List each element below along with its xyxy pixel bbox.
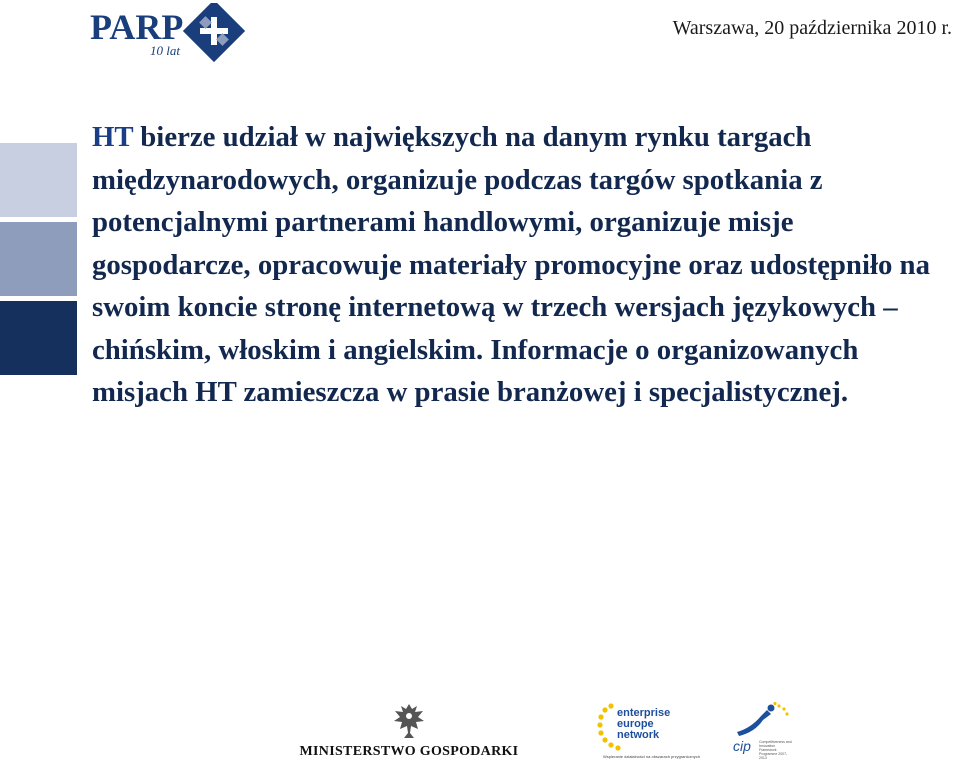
cip-logo bbox=[727, 702, 795, 758]
paragraph-body: bierze udział w największych na danym rynku targach międzynarodowych, organizuje podczas targów spotkania z potencjalnymi partnerami handlowymi, organizuje misje gospodarcze, opracowuje materiały promocyjne oraz udostępniło na swoim koncie stronę internetową w trzech wersjach językowych – chińskim, włoskim i angielskim. Informacje o organizowanych misjach HT zamieszcza w prasie branżowej i specjalistycznej. bbox=[92, 121, 930, 408]
footer-logos bbox=[0, 690, 960, 763]
ministry-name: MINISTERSTWO GOSPODARKI bbox=[299, 744, 519, 759]
parp-logo bbox=[88, 3, 248, 63]
decorative-side-bars bbox=[0, 143, 77, 380]
een-subtitle: Wspieranie działalności na obszarach przygranicznych bbox=[603, 754, 700, 759]
een-logo bbox=[597, 700, 700, 760]
parp-diamond-icon bbox=[183, 3, 245, 62]
een-wordmark bbox=[617, 708, 670, 741]
cip-label: cip bbox=[733, 738, 751, 754]
een-line-2: europe bbox=[617, 718, 654, 730]
side-bar-light bbox=[0, 143, 77, 217]
cip-subtitle: Competitiveness and Innovation Framework Programme 2007-2013 bbox=[759, 740, 792, 760]
eagle-emblem-icon bbox=[392, 702, 426, 740]
cip-figure-icon bbox=[727, 702, 795, 742]
date-line: Warszawa, 20 października 2010 r. bbox=[672, 17, 952, 39]
side-bar-medium bbox=[0, 222, 77, 296]
main-paragraph bbox=[92, 116, 942, 414]
page-header bbox=[0, 0, 960, 70]
paragraph-lead: HT bbox=[92, 121, 134, 153]
een-line-3: network bbox=[617, 729, 660, 741]
een-line-1: enterprise bbox=[617, 707, 671, 719]
ministry-logo bbox=[289, 702, 529, 763]
parp-logo-text: PARP bbox=[90, 7, 184, 47]
side-bar-dark bbox=[0, 301, 77, 375]
parp-logo-subtext: 10 lat bbox=[150, 43, 180, 58]
